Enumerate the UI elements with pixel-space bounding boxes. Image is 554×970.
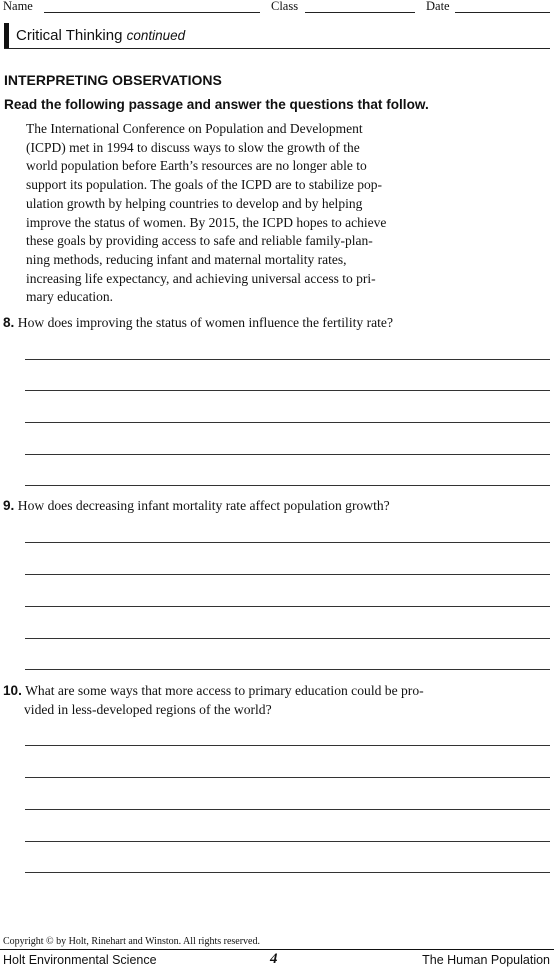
banner-title-text: Critical Thinking bbox=[16, 27, 123, 44]
date-label: Date bbox=[426, 0, 450, 13]
instructions: Read the following passage and answer the questions that follow. bbox=[4, 97, 429, 112]
answer-line[interactable] bbox=[25, 872, 550, 873]
copyright-notice: Copyright © by Holt, Rinehart and Winston. All rights reserved. bbox=[3, 936, 260, 947]
question-text: How does improving the status of women influence the fertility rate? bbox=[17, 315, 393, 330]
banner-subtitle: continued bbox=[126, 28, 186, 43]
passage-line: these goals by providing access to safe and reliable family-plan- bbox=[26, 233, 373, 249]
section-banner bbox=[4, 22, 550, 49]
answer-line[interactable] bbox=[25, 454, 550, 455]
question-number: 10. bbox=[3, 683, 22, 698]
answer-line[interactable] bbox=[25, 638, 550, 639]
answer-line[interactable] bbox=[25, 485, 550, 486]
class-field[interactable] bbox=[305, 12, 415, 13]
passage-line: The International Conference on Population and Development bbox=[26, 121, 363, 136]
answer-line[interactable] bbox=[25, 606, 550, 607]
question-text: What are some ways that more access to primary education could be pro- bbox=[25, 683, 424, 698]
passage-line: mary education. bbox=[26, 289, 113, 305]
answer-line[interactable] bbox=[25, 542, 550, 543]
question-9 bbox=[3, 497, 523, 516]
question-10 bbox=[3, 682, 523, 719]
footer-divider bbox=[0, 949, 554, 950]
answer-line[interactable] bbox=[25, 574, 550, 575]
answer-line[interactable] bbox=[25, 359, 550, 360]
reading-passage bbox=[26, 120, 516, 307]
banner-title bbox=[16, 27, 185, 44]
passage-line: increasing life expectancy, and achieving universal access to pri- bbox=[26, 270, 376, 286]
section-title: INTERPRETING OBSERVATIONS bbox=[4, 72, 222, 88]
passage-line: (ICPD) met in 1994 to discuss ways to slow the growth of the bbox=[26, 139, 360, 155]
date-field[interactable] bbox=[455, 12, 550, 13]
answer-line[interactable] bbox=[25, 777, 550, 778]
passage-line: ulation growth by helping countries to develop and by helping bbox=[26, 195, 363, 211]
name-label: Name bbox=[3, 0, 33, 13]
name-field[interactable] bbox=[44, 12, 260, 13]
answer-line[interactable] bbox=[25, 390, 550, 391]
banner-accent-bar bbox=[4, 23, 9, 48]
class-label: Class bbox=[271, 0, 299, 13]
question-8 bbox=[3, 314, 523, 333]
passage-line: improve the status of women. By 2015, the ICPD hopes to achieve bbox=[26, 214, 387, 230]
passage-line: support its population. The goals of the ICPD are to stabilize pop- bbox=[26, 177, 382, 193]
answer-line[interactable] bbox=[25, 841, 550, 842]
passage-line: world population before Earth’s resources are no longer able to bbox=[26, 158, 367, 174]
question-line bbox=[3, 682, 523, 701]
student-info-header bbox=[0, 0, 554, 16]
page-number: 4 bbox=[270, 951, 278, 967]
answer-line[interactable] bbox=[25, 669, 550, 670]
answer-line[interactable] bbox=[25, 422, 550, 423]
answer-line[interactable] bbox=[25, 745, 550, 746]
book-title: Holt Environmental Science bbox=[3, 953, 157, 967]
chapter-title: The Human Population bbox=[422, 953, 550, 967]
question-number: 9. bbox=[3, 498, 15, 513]
question-text-cont: vided in less-developed regions of the world? bbox=[24, 701, 272, 717]
answer-line[interactable] bbox=[25, 809, 550, 810]
question-number: 8. bbox=[3, 315, 15, 330]
passage-line: ning methods, reducing infant and maternal mortality rates, bbox=[26, 251, 347, 267]
question-text: How does decreasing infant mortality rate affect population growth? bbox=[17, 498, 390, 513]
